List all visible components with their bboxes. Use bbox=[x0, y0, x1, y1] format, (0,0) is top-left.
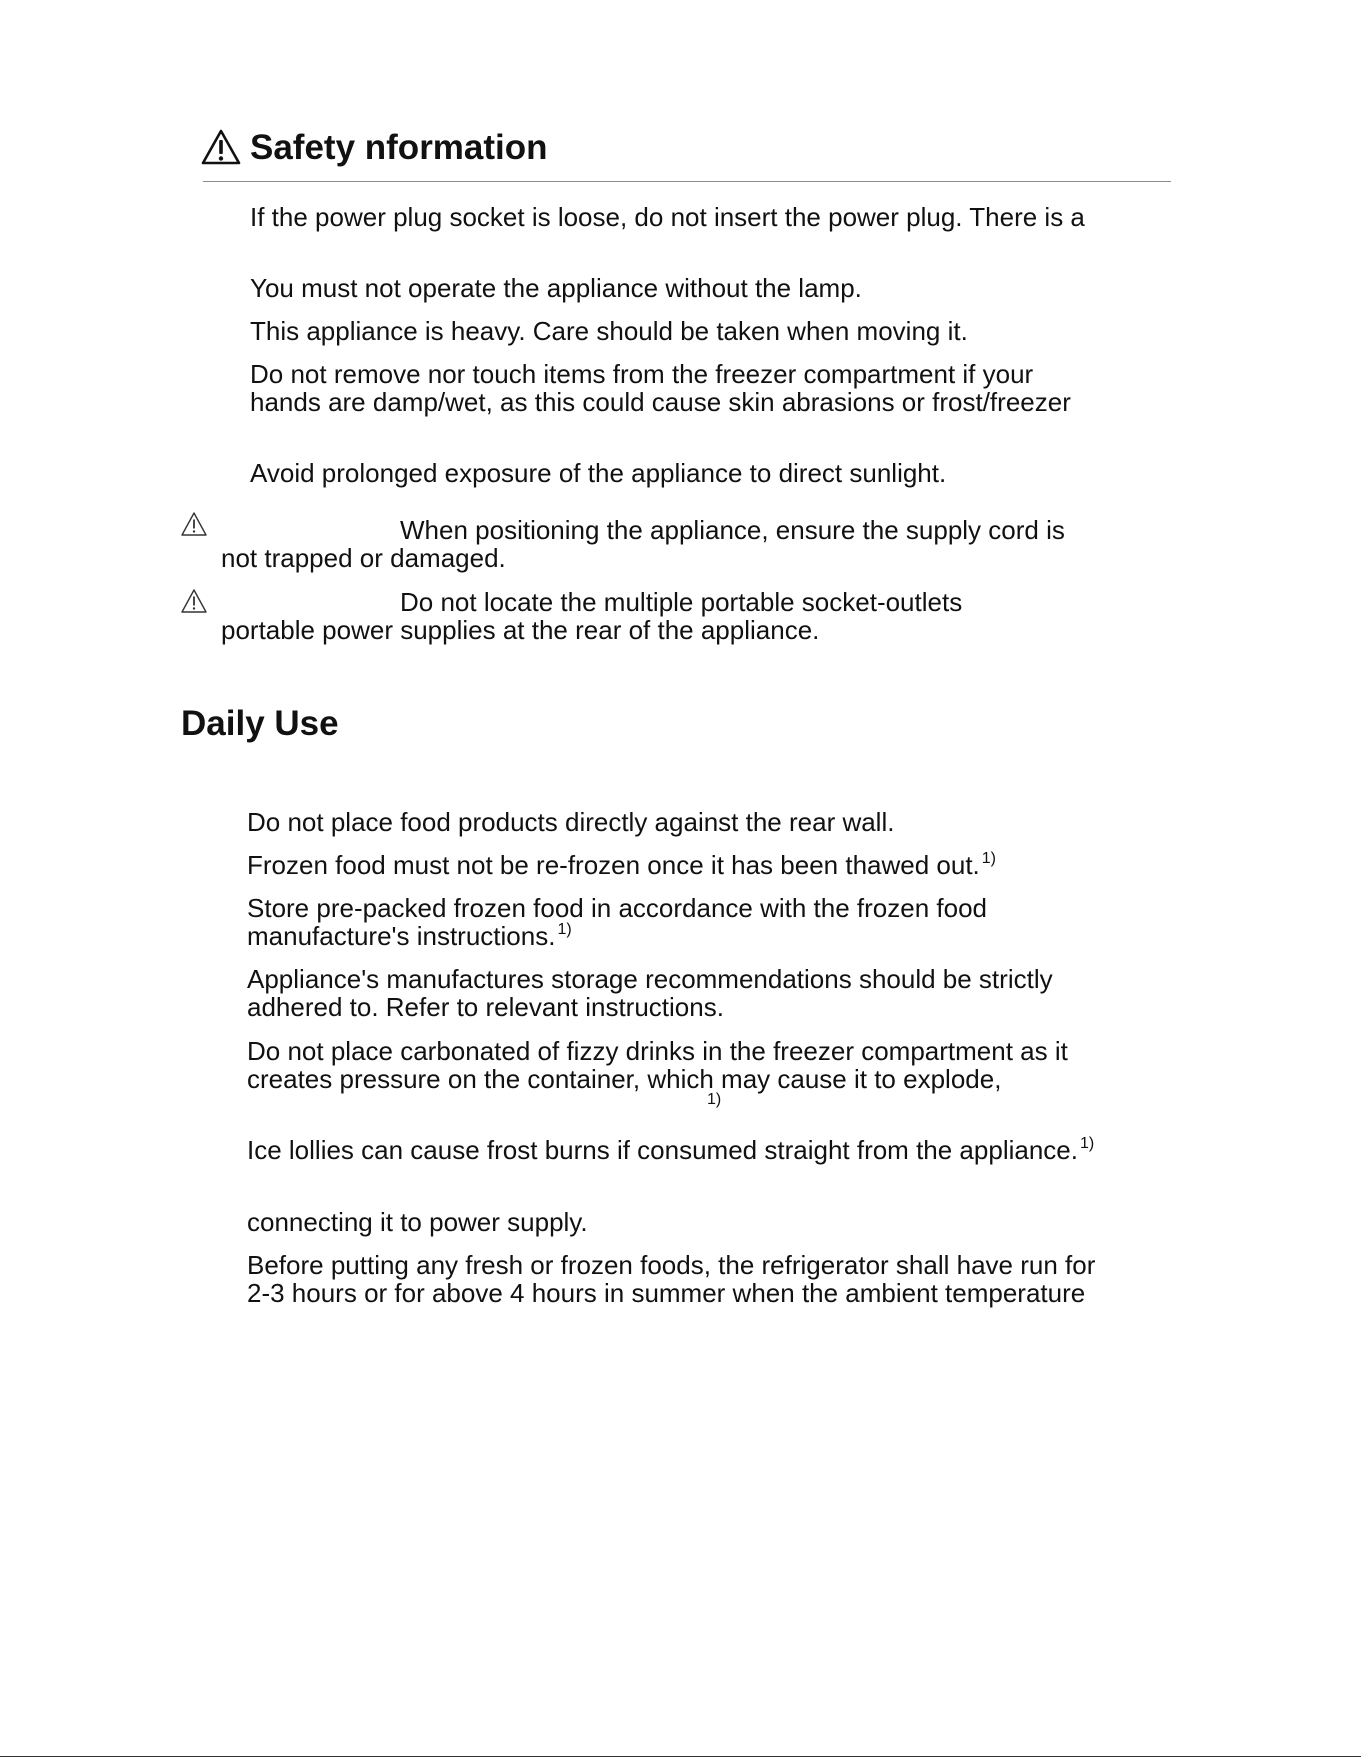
page-bottom-border bbox=[0, 1756, 1361, 1757]
daily-use-item: connecting it to power supply. bbox=[247, 1207, 588, 1237]
daily-use-item-text: Ice lollies can cause frost burns if consumed straight from the appliance. bbox=[247, 1135, 1078, 1165]
warning-triangle-icon bbox=[201, 129, 241, 165]
section-title-daily-use: Daily Use bbox=[181, 704, 339, 743]
warning-text: When positioning the appliance, ensure the supply cord is bbox=[400, 515, 1065, 545]
daily-use-item bbox=[247, 922, 572, 955]
footnote-marker: 1) bbox=[1079, 1135, 1095, 1152]
daily-use-item bbox=[247, 851, 996, 884]
footnote-marker: 1) bbox=[557, 921, 572, 938]
daily-use-item: Appliance's manufactures storage recommendations should be strictly bbox=[247, 964, 1053, 994]
warning-small-icon bbox=[180, 588, 208, 614]
warning-text: portable power supplies at the rear of the appliance. bbox=[221, 615, 820, 645]
daily-use-item bbox=[247, 1136, 1094, 1169]
safety-item: If the power plug socket is loose, do not insert the power plug. There is a bbox=[250, 202, 1085, 232]
section-divider bbox=[203, 181, 1171, 182]
warning-small-icon bbox=[180, 511, 208, 537]
daily-use-item: 2-3 hours or for above 4 hours in summer when the ambient temperature bbox=[247, 1278, 1086, 1308]
warning-text: Do not locate the multiple portable socket-outlets bbox=[400, 587, 963, 617]
daily-use-item: Store pre-packed frozen food in accordance with the frozen food bbox=[247, 893, 987, 923]
section-title-safety: Safety nformation bbox=[250, 128, 548, 167]
daily-use-item: Before putting any fresh or frozen foods, the refrigerator shall have run for bbox=[247, 1250, 1096, 1280]
safety-item: Avoid prolonged exposure of the appliance to direct sunlight. bbox=[250, 458, 947, 488]
safety-item: This appliance is heavy. Care should be taken when moving it. bbox=[250, 316, 968, 346]
safety-item: Do not remove nor touch items from the freezer compartment if your bbox=[250, 359, 1034, 389]
footnote-marker: 1) bbox=[707, 1091, 722, 1108]
daily-use-item: adhered to. Refer to relevant instructions. bbox=[247, 992, 724, 1022]
warning-text: not trapped or damaged. bbox=[221, 543, 506, 573]
daily-use-item: Do not place food products directly against the rear wall. bbox=[247, 807, 895, 837]
daily-use-item: Do not place carbonated of fizzy drinks in the freezer compartment as it bbox=[247, 1036, 1068, 1066]
daily-use-item-text: manufacture's instructions. bbox=[247, 921, 556, 951]
safety-item: You must not operate the appliance without the lamp. bbox=[250, 273, 862, 303]
footnote-marker: 1) bbox=[981, 850, 997, 867]
safety-item: hands are damp/wet, as this could cause skin abrasions or frost/freezer bbox=[250, 387, 1071, 417]
daily-use-item: creates pressure on the container, which may cause it to explode, bbox=[247, 1064, 1002, 1094]
daily-use-item-text: Frozen food must not be re-frozen once it has been thawed out. bbox=[247, 850, 980, 880]
